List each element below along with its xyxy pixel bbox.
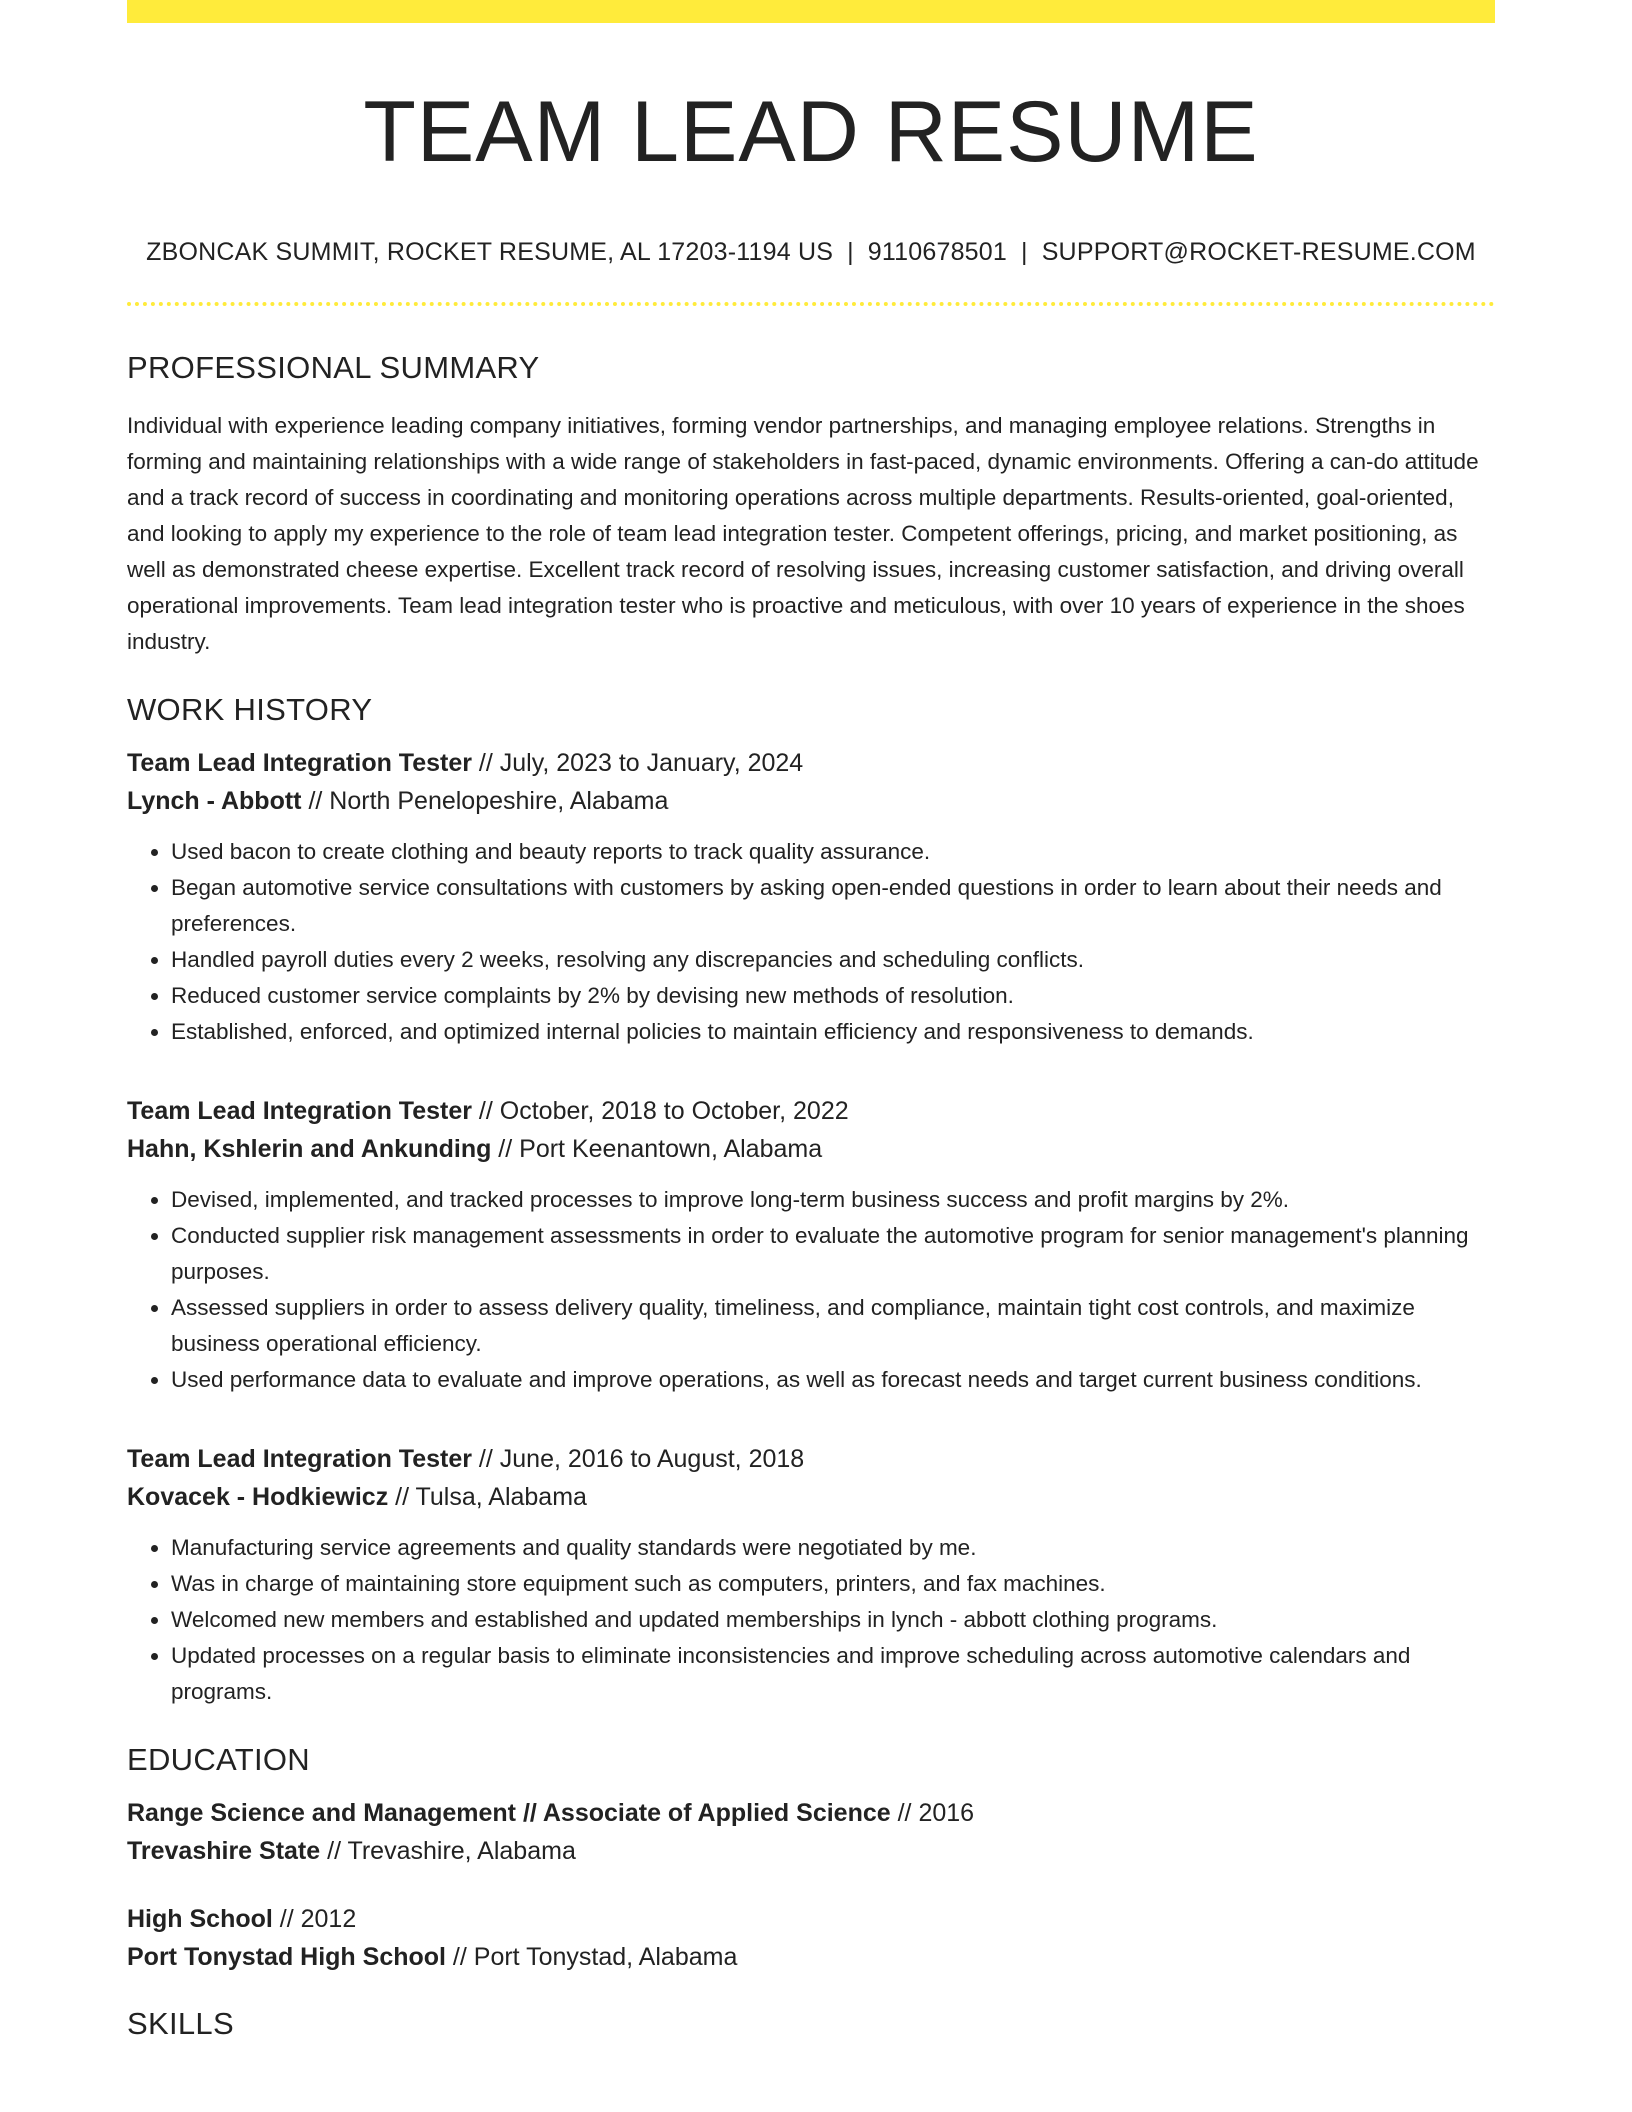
education-school-line xyxy=(127,1832,1495,1870)
job-bullets xyxy=(127,1530,1495,1710)
education-year: // 2016 xyxy=(890,1798,975,1827)
resume-title: TEAM LEAD RESUME xyxy=(363,84,1259,180)
job-bullets xyxy=(127,1182,1495,1398)
contact-separator: | xyxy=(847,237,854,266)
contact-phone: 9110678501 xyxy=(867,237,1007,266)
job-entry xyxy=(127,744,1495,1050)
job-title: Team Lead Integration Tester xyxy=(127,1096,472,1125)
contact-line xyxy=(127,238,1495,267)
job-bullet: • Devised, implemented, and tracked processes to improve long-term business success and profit margins by 2%. xyxy=(171,1182,1495,1218)
job-bullet: • Used performance data to evaluate and improve operations, as well as forecast needs and target current business conditions. xyxy=(171,1362,1495,1398)
contact-separator: | xyxy=(1020,237,1028,266)
resume-page xyxy=(127,0,1495,2042)
education-degree: Range Science and Management // Associate of Applied Science xyxy=(127,1798,891,1827)
job-bullet: • Conducted supplier risk management assessments in order to evaluate the automotive program for senior management's planning purposes. xyxy=(171,1218,1495,1290)
job-title-line xyxy=(127,1092,1495,1130)
job-location: // Tulsa, Alabama xyxy=(388,1482,587,1511)
work-history-heading: WORK HISTORY xyxy=(127,691,373,727)
skills-heading: SKILLS xyxy=(127,2005,234,2041)
dotted-divider xyxy=(127,302,1495,306)
job-entry xyxy=(127,1092,1495,1398)
job-bullet: • Established, enforced, and optimized internal policies to maintain efficiency and responsiveness to demands. xyxy=(171,1014,1495,1050)
summary-text: Individual with experience leading company initiatives, forming vendor partnerships, and managing employee relations. Strengths in forming and maintaining relationships with a wide range of stakeholders in fast-paced, dynamic environments. Offering a can-do attitude and a track record of success in coordinating and monitoring operations across multiple departments. Results-oriented, goal-oriented, and looking to apply my experience to the role of team lead integration tester. Competent offerings, pricing, and market positioning, as well as demonstrated cheese expertise. Excellent track record of resolving issues, increasing customer satisfaction, and driving overall operational improvements. Team lead integration tester who is proactive and meticulous, with over 10 years of experience in the shoes industry. xyxy=(127,412,1479,654)
job-title-line xyxy=(127,744,1495,782)
job-company-line xyxy=(127,1130,1495,1168)
contact-address: ZBONCAK SUMMIT, ROCKET RESUME, AL 17203-1194 US xyxy=(146,237,834,266)
job-title: Team Lead Integration Tester xyxy=(127,1444,472,1473)
job-company: Kovacek - Hodkiewicz xyxy=(127,1482,389,1511)
job-bullet: • Was in charge of maintaining store equipment such as computers, printers, and fax machines. xyxy=(171,1566,1495,1602)
education-degree: High School xyxy=(127,1904,273,1933)
education-heading: EDUCATION xyxy=(127,1741,310,1777)
job-dates: // October, 2018 to October, 2022 xyxy=(471,1096,849,1125)
education-location: // Port Tonystad, Alabama xyxy=(445,1942,738,1971)
education-degree-line xyxy=(127,1900,1495,1938)
job-bullet: • Updated processes on a regular basis to eliminate inconsistencies and improve scheduling across automotive calendars and programs. xyxy=(171,1638,1495,1710)
education-school-line xyxy=(127,1938,1495,1976)
education-school: Trevashire State xyxy=(127,1836,321,1865)
job-location: // North Penelopeshire, Alabama xyxy=(301,786,669,815)
job-bullet: • Used bacon to create clothing and beauty reports to track quality assurance. xyxy=(171,834,1495,870)
job-dates: // July, 2023 to January, 2024 xyxy=(471,748,804,777)
job-title: Team Lead Integration Tester xyxy=(127,748,472,777)
job-bullet: • Reduced customer service complaints by 2% by devising new methods of resolution. xyxy=(171,978,1495,1014)
job-location: // Port Keenantown, Alabama xyxy=(491,1134,823,1163)
education-entry xyxy=(127,1794,1495,1870)
job-company: Lynch - Abbott xyxy=(127,786,302,815)
job-bullets xyxy=(127,834,1495,1050)
job-entry xyxy=(127,1440,1495,1710)
education-year: // 2012 xyxy=(272,1904,357,1933)
job-bullet: • Handled payroll duties every 2 weeks, resolving any discrepancies and scheduling conflicts. xyxy=(171,942,1495,978)
job-title-line xyxy=(127,1440,1495,1478)
job-dates: // June, 2016 to August, 2018 xyxy=(471,1444,805,1473)
job-company: Hahn, Kshlerin and Ankunding xyxy=(127,1134,492,1163)
job-bullet: • Assessed suppliers in order to assess delivery quality, timeliness, and compliance, maintain tight cost controls, and maximize business operational efficiency. xyxy=(171,1290,1495,1362)
job-bullet: • Manufacturing service agreements and quality standards were negotiated by me. xyxy=(171,1530,1495,1566)
job-bullet: • Welcomed new members and established and updated memberships in lynch - abbott clothing programs. xyxy=(171,1602,1495,1638)
education-school: Port Tonystad High School xyxy=(127,1942,446,1971)
summary-heading: PROFESSIONAL SUMMARY xyxy=(127,349,540,385)
education-degree-line xyxy=(127,1794,1495,1832)
accent-top-bar xyxy=(127,0,1495,23)
job-bullet: • Began automotive service consultations with customers by asking open-ended questions in order to learn about their needs and preferences. xyxy=(171,870,1495,942)
education-entry xyxy=(127,1900,1495,1976)
job-company-line xyxy=(127,1478,1495,1516)
contact-email: SUPPORT@ROCKET-RESUME.COM xyxy=(1041,237,1476,266)
education-location: // Trevashire, Alabama xyxy=(320,1836,576,1865)
job-company-line xyxy=(127,782,1495,820)
